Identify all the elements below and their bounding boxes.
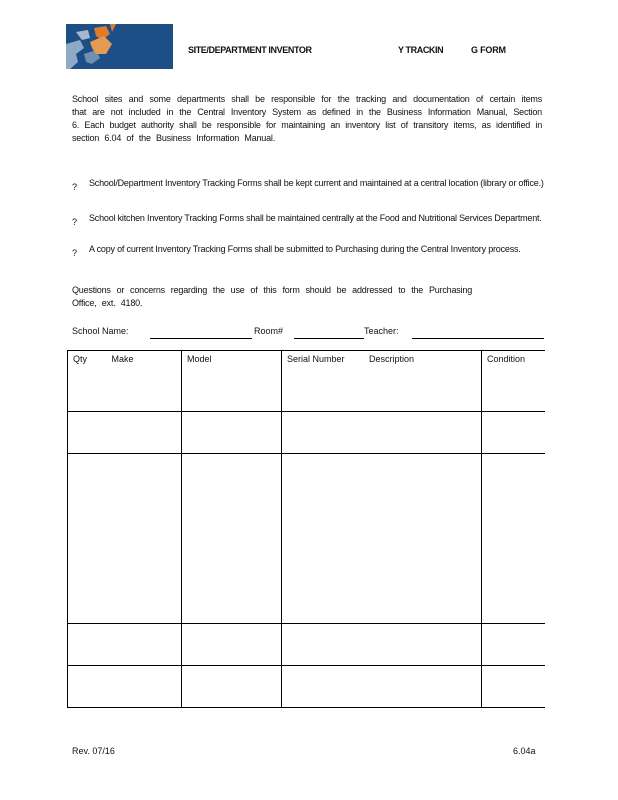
serial-number-header: Serial Number <box>287 354 345 364</box>
serial-description-header <box>282 351 482 412</box>
form-title-part-3: G FORM <box>471 45 506 55</box>
table-cell[interactable] <box>68 624 182 666</box>
model-header: Model <box>182 351 282 412</box>
table-cell[interactable] <box>182 454 282 624</box>
table-header-row <box>68 351 545 412</box>
room-label: Room# <box>254 326 284 336</box>
table-row <box>68 412 545 454</box>
table-cell[interactable] <box>182 624 282 666</box>
bullet-text: A copy of current Inventory Tracking Forms shall be submitted to Purchasing during the Central Inventory process. <box>89 244 521 254</box>
teacher-label: Teacher: <box>364 326 399 336</box>
table-cell[interactable] <box>68 454 182 624</box>
table-cell[interactable] <box>282 412 482 454</box>
bullet-item <box>72 212 542 238</box>
table-row <box>68 624 545 666</box>
teacher-field[interactable] <box>412 338 544 339</box>
table-cell[interactable] <box>182 412 282 454</box>
revision-label: Rev. 07/16 <box>72 746 115 756</box>
district-map-logo <box>66 24 173 69</box>
table-cell[interactable] <box>482 454 545 624</box>
bullet-item <box>72 243 542 269</box>
inventory-table <box>67 350 545 708</box>
intro-paragraph: School sites and some departments shall be responsible for the tracking and documentation of certain items that are not included in the Central Inventory System as defined in the Business Information Manual, Section 6. Each budget authority shall be responsible for maintaining an inventory list of transitory items, as identified in section 6.04 of the Business Information Manual. <box>72 94 542 143</box>
bullet-mark: ? <box>72 217 77 227</box>
header-fields-row <box>72 326 552 340</box>
questions-paragraph: Questions or concerns regarding the use of this form should be addressed to the Purchasing Office, ext. 4180. <box>72 285 472 308</box>
bullet-text: School kitchen Inventory Tracking Forms shall be maintained centrally at the Food and Nutritional Services Department. <box>89 213 542 223</box>
table-cell[interactable] <box>68 412 182 454</box>
table-cell[interactable] <box>182 666 282 708</box>
bullet-mark: ? <box>72 182 77 192</box>
qty-make-header <box>68 351 182 412</box>
bullet-text: School/Department Inventory Tracking Forms shall be kept current and maintained at a central location (library or office.) <box>89 178 544 188</box>
qty-header: Qty <box>73 354 88 364</box>
form-title-part-2: Y TRACKIN <box>398 45 444 55</box>
table-cell[interactable] <box>282 624 482 666</box>
table-cell[interactable] <box>68 666 182 708</box>
make-header: Make <box>111 354 134 364</box>
table-cell[interactable] <box>482 412 545 454</box>
room-field[interactable] <box>294 338 364 339</box>
school-name-field[interactable] <box>150 338 252 339</box>
school-name-label: School Name: <box>72 326 129 336</box>
table-row <box>68 454 545 624</box>
table-cell[interactable] <box>482 666 545 708</box>
table-cell[interactable] <box>282 454 482 624</box>
condition-header: Condition <box>482 351 545 412</box>
bullet-item <box>72 177 542 203</box>
table-cell[interactable] <box>482 624 545 666</box>
form-title-part-1: SITE/DEPARTMENT INVENTOR <box>188 45 312 55</box>
table-row <box>68 666 545 708</box>
bullet-mark: ? <box>72 248 77 258</box>
form-number: 6.04a <box>513 746 536 756</box>
table-cell[interactable] <box>282 666 482 708</box>
description-header: Description <box>369 354 415 364</box>
